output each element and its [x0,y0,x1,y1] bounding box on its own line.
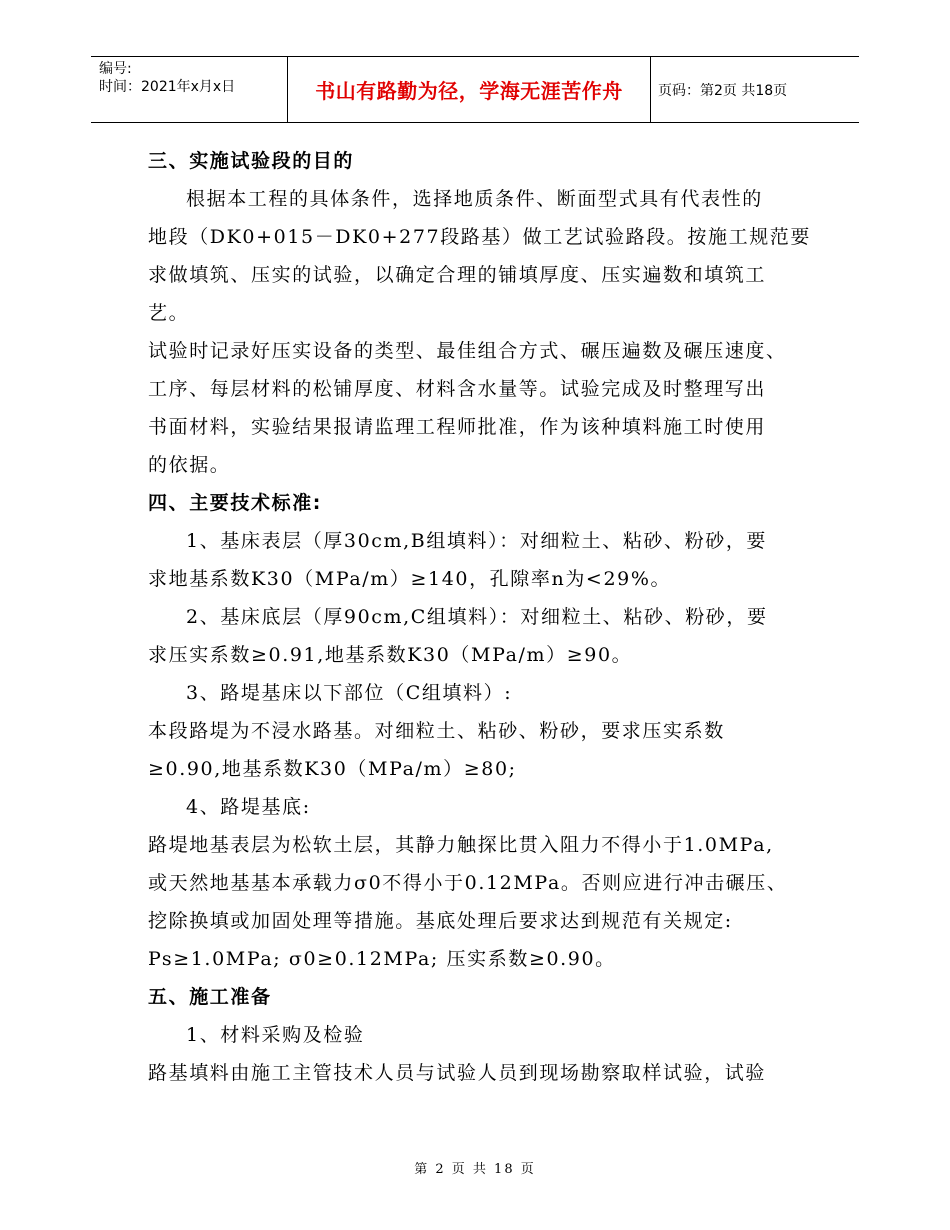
body-text-line: 或天然地基基本承载力σ0不得小于0.12MPa。否则应进行冲击碾压、 [148,872,788,894]
header-page-info: 页码：第2页 共18页 [658,82,788,99]
body-text-line: 1、材料采购及检验 [186,1024,365,1046]
section-heading: 五、施工准备 [148,986,272,1008]
document-number-label: 编号: [99,61,132,77]
body-text-line: 路基填料由施工主管技术人员与试验人员到现场勘察取样试验，试验 [148,1062,767,1084]
section-heading: 三、实施试验段的目的 [148,150,355,172]
header-motto-cell [287,57,651,122]
body-text-line: 试验时记录好压实设备的类型、最佳组合方式、碾压遍数及碾压速度、 [148,340,787,362]
body-text-line: 4、路堤基底: [186,796,311,818]
section-heading: 四、主要技术标准: [148,492,322,514]
body-text-line: 书面材料，实验结果报请监理工程师批准，作为该种填料施工时使用 [148,416,767,438]
body-text-line: 求压实系数≥0.91,地基系数K30（MPa/m）≥90。 [148,644,633,666]
body-text-line: 地段（DK0+015－DK0+277段路基）做工艺试验路段。按施工规范要 [148,226,812,248]
body-text-line: 本段路堤为不浸水路基。对细粒土、粘砂、粉砂，要求压实系数 [148,720,725,742]
body-text-line: 挖除换填或加固处理等措施。基底处理后要求达到规范有关规定: [148,910,733,932]
body-text-line: 2、基床底层（厚90cm,C组填料）：对细粒土、粘砂、粉砂，要 [186,606,768,628]
body-text-line: 根据本工程的具体条件，选择地质条件、断面型式具有代表性的 [186,188,763,210]
body-text-line: 1、基床表层（厚30cm,B组填料）：对细粒土、粘砂、粉砂，要 [186,530,768,552]
page-footer: 第 2 页 共 18 页 [414,1162,536,1177]
body-text-line: 求做填筑、压实的试验，以确定合理的铺填厚度、压实遍数和填筑工 [148,264,767,286]
header-motto: 书山有路勤为径，学海无涯苦作舟 [315,79,623,103]
body-text-line: 求地基系数K30（MPa/m）≥140，孔隙率n为<29%。 [148,568,672,590]
body-text-line: 路堤地基表层为松软土层，其静力触探比贯入阻力不得小于1.0MPa, [148,834,774,856]
page-header [91,56,859,123]
body-text-line: 工序、每层材料的松铺厚度、材料含水量等。试验完成及时整理写出 [148,378,767,400]
header-meta [99,60,235,96]
document-body [148,142,820,1092]
body-text-line: Ps≥1.0MPa; σ0≥0.12MPa; 压实系数≥0.90。 [148,948,616,970]
document-time-label: 时间：2021年x月x日 [99,79,236,95]
body-text-line: 的依据。 [148,454,231,476]
body-text-line: 艺。 [148,302,190,324]
body-text-line: ≥0.90,地基系数K30（MPa/m）≥80; [148,758,517,780]
body-text-line: 3、路堤基床以下部位（C组填料）: [186,682,513,704]
